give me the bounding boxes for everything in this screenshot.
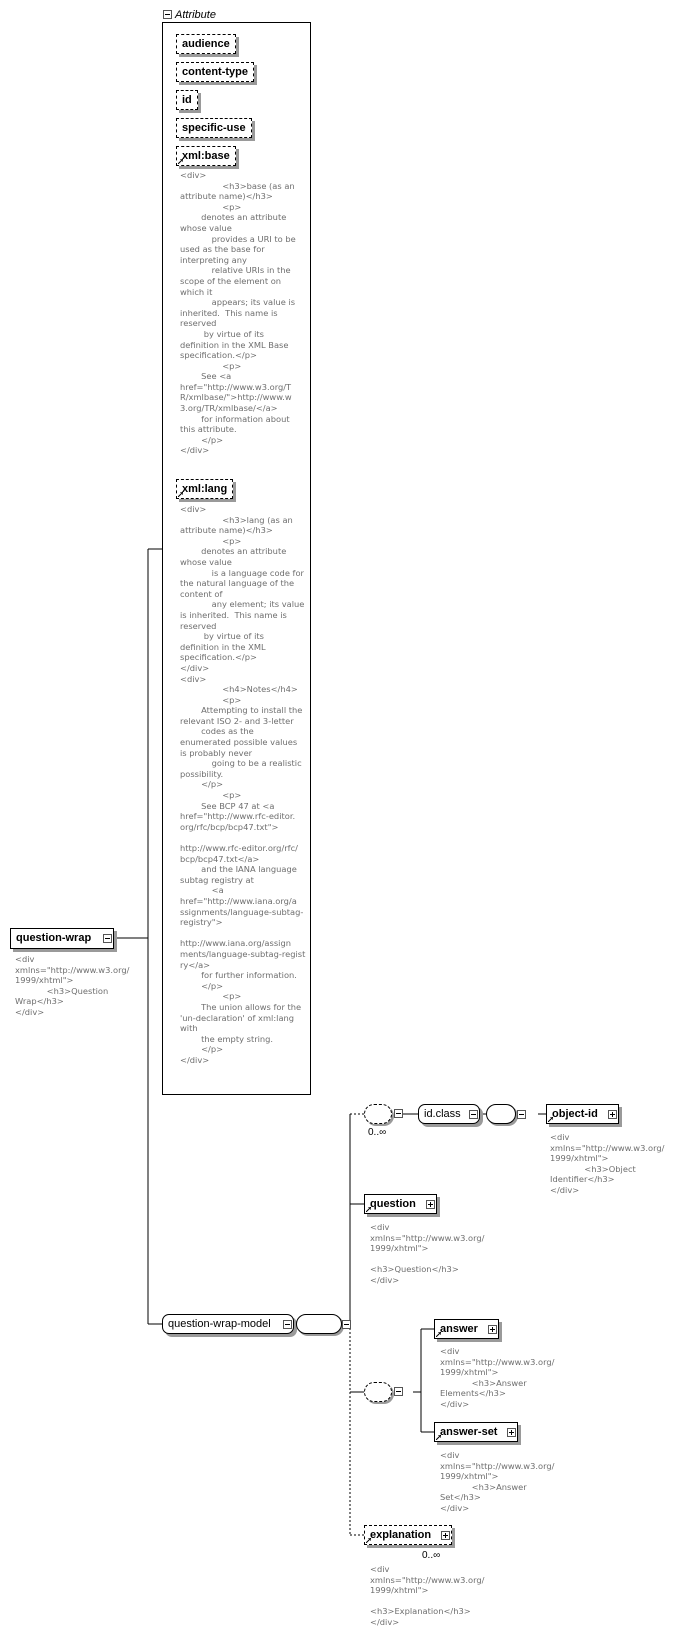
collapse-toggle-icon[interactable]	[469, 1110, 478, 1119]
attribute-header-label: Attribute	[175, 9, 216, 21]
root-documentation: <div xmlns="http://www.w3.org/ 1999/xhtml"> <h3>Question Wrap</h3> </div>	[15, 954, 130, 1017]
expand-toggle-icon[interactable]	[608, 1110, 617, 1119]
element-explanation[interactable]: explanation	[364, 1525, 452, 1545]
collapse-toggle-icon[interactable]	[394, 1109, 403, 1118]
model-group-question-wrap-model[interactable]: question-wrap-model	[162, 1314, 294, 1334]
object-group-occurrence: 0..∞	[368, 1127, 387, 1138]
reference-arrow-icon	[178, 159, 183, 164]
collapse-toggle-icon[interactable]	[342, 1320, 351, 1329]
reference-arrow-icon	[366, 1538, 371, 1543]
attribute-content-type[interactable]: content-type	[176, 62, 254, 82]
optional-choice-compositor[interactable]	[364, 1382, 392, 1402]
reference-arrow-icon	[366, 1207, 371, 1212]
element-object-id[interactable]: object-id	[546, 1104, 619, 1124]
expand-toggle-icon[interactable]	[426, 1200, 435, 1209]
xml-lang-documentation: <div> <h3>lang (as an attribute name)</h3> <p> denotes an attribute whose value is a language code for the natural language of the content of any element; its value is inherited. This name is reserved by virtue of its definition in the XML specification.</p> </div> <div> <h4>Notes</h4> <p> Attempting to install the relevant ISO 2- and 3-letter codes as the enumerated possible values is probably never going to be a realistic possibility. </p> <p> See BCP 47 at <a href="http://www.rfc-editor. org/rfc/bcp/bcp47.txt"> http://www.rfc-editor.org/rfc/ bcp/bcp47.txt</a> and the IANA language subtag registry at <a href="http://www.iana.org/a ssignments/language-subtag- registry"> http://www.iana.org/assign ments/language-subtag-regist ry</a> for further information. </p> <p> The union allows for the 'un-declaration' of xml:lang with the empty string. </p> </div>	[180, 504, 306, 1065]
collapse-toggle-icon[interactable]	[394, 1387, 403, 1396]
attribute-specific-use[interactable]: specific-use	[176, 118, 252, 138]
expand-toggle-icon[interactable]	[507, 1428, 516, 1437]
element-question[interactable]: question	[364, 1194, 437, 1214]
reference-arrow-icon	[436, 1435, 441, 1440]
expand-toggle-icon[interactable]	[441, 1531, 450, 1540]
answer-set-documentation: <div xmlns="http://www.w3.org/ 1999/xhtml"> <h3>Answer Set</h3> </div>	[440, 1450, 555, 1513]
attribute-xml-lang[interactable]: xml:lang	[176, 479, 233, 499]
element-answer[interactable]: answer	[434, 1319, 499, 1339]
explanation-documentation: <div xmlns="http://www.w3.org/ 1999/xhtml"> <h3>Explanation</h3> </div>	[370, 1564, 485, 1627]
object-id-documentation: <div xmlns="http://www.w3.org/ 1999/xhtml"> <h3>Object Identifier</h3> </div>	[550, 1132, 665, 1195]
question-documentation: <div xmlns="http://www.w3.org/ 1999/xhtml"> <h3>Question</h3> </div>	[370, 1222, 485, 1285]
attribute-xml-base[interactable]: xml:base	[176, 146, 236, 166]
choice-compositor[interactable]	[486, 1104, 516, 1124]
reference-arrow-icon	[178, 492, 183, 497]
optional-choice-compositor[interactable]	[364, 1104, 392, 1124]
reference-arrow-icon	[436, 1332, 441, 1337]
collapse-toggle-icon[interactable]	[163, 10, 172, 19]
reference-arrow-icon	[548, 1117, 553, 1122]
xml-base-documentation: <div> <h3>base (as an attribute name)</h3> <p> denotes an attribute whose value provides a URI to be used as the base for interpreting any relative URIs in the scope of the element on which it appears; its value is inherited. This name is reserved by virtue of its definition in the XML Base specification.</p> <p> See <a href="http://www.w3.org/T R/xmlbase/">http://www.w 3.org/TR/xmlbase/</a> for information about this attribute. </p> </div>	[180, 170, 296, 456]
sequence-compositor[interactable]	[296, 1314, 342, 1334]
expand-toggle-icon[interactable]	[488, 1325, 497, 1334]
explanation-occurrence: 0..∞	[422, 1550, 441, 1561]
collapse-toggle-icon[interactable]	[517, 1110, 526, 1119]
element-answer-set[interactable]: answer-set	[434, 1422, 518, 1442]
attribute-id[interactable]: id	[176, 90, 198, 110]
collapse-toggle-icon[interactable]	[283, 1320, 292, 1329]
attribute-audience[interactable]: audience	[176, 34, 236, 54]
answer-documentation: <div xmlns="http://www.w3.org/ 1999/xhtml"> <h3>Answer Elements</h3> </div>	[440, 1346, 555, 1409]
group-id-class[interactable]: id.class	[418, 1104, 480, 1124]
root-element-question-wrap[interactable]: question-wrap	[10, 928, 114, 949]
collapse-toggle-icon[interactable]	[103, 934, 112, 943]
attribute-group-header[interactable]	[162, 9, 220, 22]
